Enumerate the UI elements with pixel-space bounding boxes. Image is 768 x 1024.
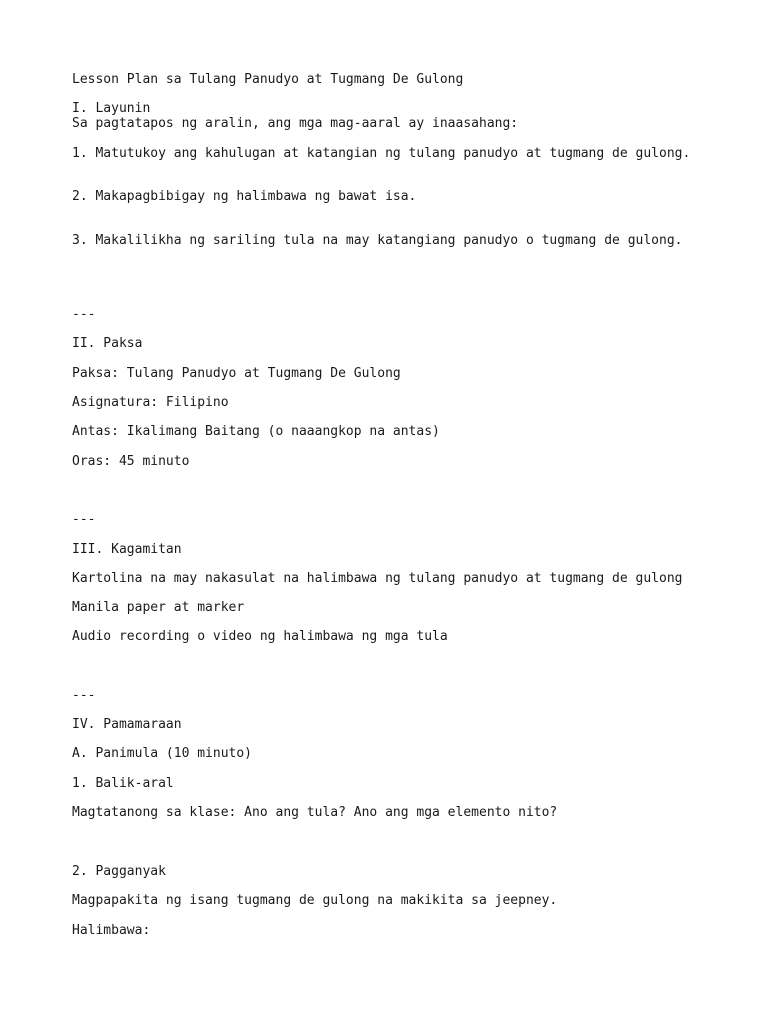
pagganyak-text: Magpapakita ng isang tugmang de gulong na makikita sa jeepney. <box>72 893 558 908</box>
paksa-line-paksa: Paksa: Tulang Panudyo at Tugmang De Gulong <box>72 366 401 381</box>
document-title: Lesson Plan sa Tulang Panudyo at Tugmang De Gulong <box>72 72 464 87</box>
separator: --- <box>72 512 96 527</box>
layunin-item-3: 3. Makalilikha ng sariling tula na may katangiang panudyo o tugmang de gulong. <box>72 233 683 248</box>
paksa-line-asignatura: Asignatura: Filipino <box>72 395 229 410</box>
separator: --- <box>72 307 96 322</box>
balik-aral-text: Magtatanong sa klase: Ano ang tula? Ano ang mga elemento nito? <box>72 805 558 820</box>
paksa-line-antas: Antas: Ikalimang Baitang (o naaangkop na antas) <box>72 424 440 439</box>
section-heading-paksa: II. Paksa <box>72 336 143 351</box>
layunin-intro: Sa pagtatapos ng aralin, ang mga mag-aaral ay inaasahang: <box>72 116 519 131</box>
layunin-item-1: 1. Matutukoy ang kahulugan at katangian ng tulang panudyo at tugmang de gulong. <box>72 146 691 161</box>
balik-aral-heading: 1. Balik-aral <box>72 776 174 791</box>
separator: --- <box>72 688 96 703</box>
halimbawa-label: Halimbawa: <box>72 923 151 938</box>
section-heading-pamamaraan: IV. Pamamaraan <box>72 717 182 732</box>
section-heading-kagamitan: III. Kagamitan <box>72 542 182 557</box>
layunin-item-2: 2. Makapagbibigay ng halimbawa ng bawat isa. <box>72 189 417 204</box>
pagganyak-heading: 2. Pagganyak <box>72 864 166 879</box>
section-heading-layunin: I. Layunin <box>72 101 151 116</box>
kagamitan-line-3: Audio recording o video ng halimbawa ng mga tula <box>72 629 448 644</box>
kagamitan-line-2: Manila paper at marker <box>72 600 245 615</box>
kagamitan-line-1: Kartolina na may nakasulat na halimbawa ng tulang panudyo at tugmang de gulong <box>72 571 683 586</box>
panimula-heading: A. Panimula (10 minuto) <box>72 746 253 761</box>
paksa-line-oras: Oras: 45 minuto <box>72 454 190 469</box>
